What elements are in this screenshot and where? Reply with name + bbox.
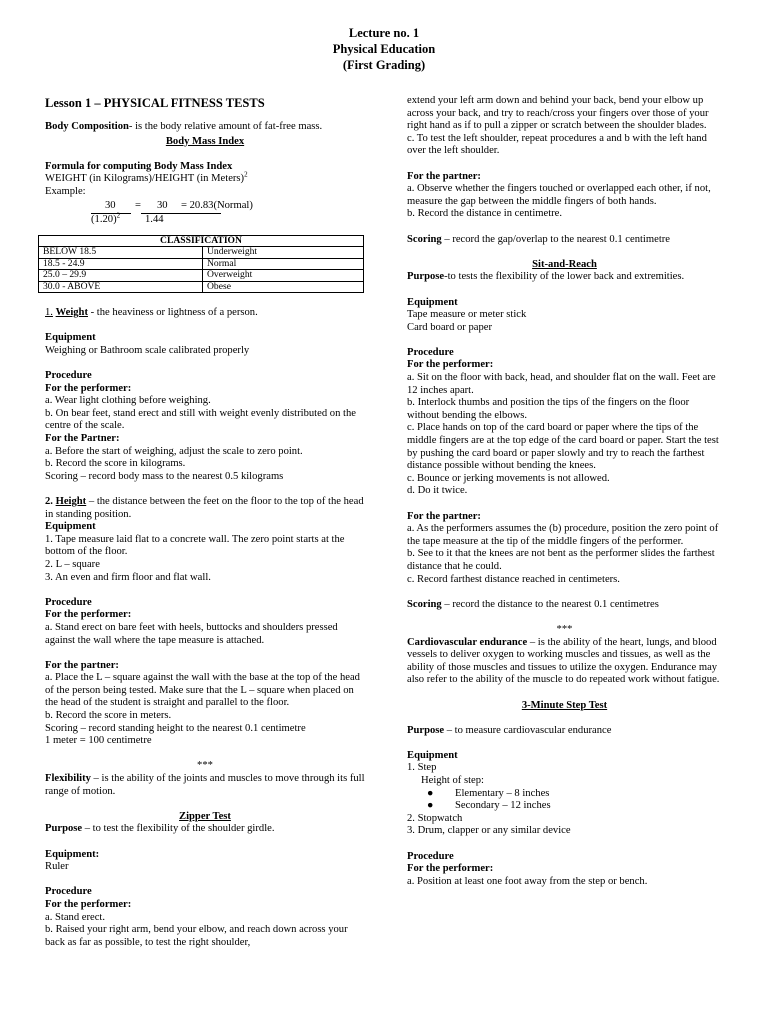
bmi-example bbox=[45, 199, 365, 225]
height-equip-3: 3. An even and firm floor and flat wall. bbox=[45, 571, 211, 583]
for-partner-label: For the partner: bbox=[407, 170, 481, 182]
for-performer-label: For the performer: bbox=[407, 863, 494, 875]
step-height-label: Height of step: bbox=[421, 775, 484, 787]
body-composition-term: Body Composition bbox=[45, 121, 129, 132]
list-item bbox=[407, 800, 722, 813]
scoring-label: Scoring bbox=[407, 598, 442, 610]
table-cell: Underweight bbox=[203, 247, 364, 259]
body-composition-para bbox=[45, 121, 365, 134]
step-purpose-text: – to measure cardiovascular endurance bbox=[444, 724, 612, 736]
step-equip-3: 3. Drum, clapper or any similar device bbox=[407, 825, 571, 837]
procedure-label: Procedure bbox=[407, 346, 454, 358]
zipper-scoring bbox=[407, 234, 722, 247]
table-cell: Obese bbox=[203, 281, 364, 293]
for-partner-label: For the partner: bbox=[45, 659, 119, 671]
sit-and-reach-heading: Sit-and-Reach bbox=[532, 258, 597, 270]
equipment-label: Equipment bbox=[407, 296, 458, 308]
sit-performer-d: c. Bounce or jerking movements is not allowed. bbox=[407, 472, 610, 484]
table-row bbox=[39, 270, 364, 282]
bmi-heading: Body Mass Index bbox=[165, 135, 245, 147]
weight-performer-b: b. On bear feet, stand erect and still with weight evenly distributed on the centre of the scale. bbox=[45, 407, 356, 432]
step-equip-2: 2. Stopwatch bbox=[407, 812, 463, 824]
height-equip-2: 2. L – square bbox=[45, 558, 100, 570]
example-label: Example: bbox=[45, 185, 86, 197]
weight-number: 1. bbox=[45, 307, 53, 319]
step-elementary: Elementary – 8 inches bbox=[455, 787, 550, 799]
sit-performer-b: b. Interlock thumbs and position the tips of the fingers on the floor without bending the elbows. bbox=[407, 397, 690, 421]
bmi-classification-table bbox=[38, 235, 364, 294]
zipper-partner-b: b. Record the distance in centimetre. bbox=[407, 208, 563, 220]
step-test-heading: 3-Minute Step Test bbox=[521, 699, 608, 711]
weight-def: - the heaviness or lightness of a person. bbox=[87, 307, 258, 319]
sit-performer-e: d. Do it twice. bbox=[407, 485, 468, 497]
scoring-label: Scoring bbox=[407, 233, 442, 245]
lecture-header bbox=[0, 25, 768, 73]
weight-equipment: Weighing or Bathroom scale calibrated properly bbox=[45, 344, 250, 356]
weight-term: Weight bbox=[55, 307, 88, 319]
sit-partner-b: b. See to it that the knees are not bent as the performer slides the farthest distance that he could. bbox=[407, 548, 715, 572]
bullet-icon: ● bbox=[427, 787, 434, 799]
height-meter-note: 1 meter = 100 centimetre bbox=[45, 735, 152, 747]
equipment-label: Equipment bbox=[45, 521, 96, 533]
zipper-equipment: Ruler bbox=[45, 861, 69, 873]
flexibility-term: Flexibility bbox=[45, 773, 91, 785]
table-cell: 18.5 - 24.9 bbox=[39, 258, 203, 270]
height-partner-a: a. Place the L – square against the wall with the base at the top of the head of the person being tested. Make sure that the L – square when placed on the head of the student is straight and parallel to the floor. bbox=[45, 672, 360, 709]
example-numerator-2: 30 bbox=[157, 199, 168, 211]
sit-performer-a: a. Sit on the floor with back, head, and shoulder flat on the wall. Feet are 12 inches apart. bbox=[407, 372, 716, 396]
cardio-def: – is the ability of the heart, lungs, and blood vessels to deliver oxygen to working muscles and tissues, as well as the ability of those muscles and tissues to utilize the oxygen. Endurance may also refer to the ability of the muscle to do repeated work without fatigue. bbox=[407, 636, 720, 686]
example-denominator-1 bbox=[91, 213, 131, 227]
sit-scoring bbox=[407, 599, 722, 612]
step-secondary: Secondary – 12 inches bbox=[455, 800, 551, 812]
zipper-scoring-text: – record the gap/overlap to the nearest 0.1 centimetre bbox=[441, 233, 670, 245]
zipper-test-heading: Zipper Test bbox=[179, 810, 231, 822]
example-denominator-1-text: (1.20) bbox=[91, 213, 117, 225]
purpose-label: Purpose bbox=[45, 823, 83, 835]
purpose-label: Purpose bbox=[407, 271, 445, 283]
weight-partner-b: b. Record the score in kilograms. bbox=[45, 458, 186, 470]
grading-period: (First Grading) bbox=[342, 58, 426, 72]
zipper-performer-a: a. Stand erect. bbox=[45, 911, 106, 923]
lecture-number: Lecture no. 1 bbox=[348, 26, 420, 40]
equipment-label: Equipment: bbox=[45, 848, 100, 860]
formula-heading: Formula for computing Body Mass Index bbox=[45, 160, 233, 172]
sit-purpose bbox=[407, 271, 722, 284]
procedure-label: Procedure bbox=[45, 886, 92, 898]
flexibility-para bbox=[45, 773, 365, 798]
sit-scoring-text: – record the distance to the nearest 0.1 centimetres bbox=[441, 598, 659, 610]
sit-equip-1: Tape measure or meter stick bbox=[407, 309, 527, 321]
table-cell: Normal bbox=[203, 258, 364, 270]
purpose-label: Purpose bbox=[407, 724, 445, 736]
example-denominator-exponent: 2 bbox=[116, 211, 121, 220]
for-performer-label: For the performer: bbox=[45, 609, 132, 621]
for-performer-label: For the performer: bbox=[45, 382, 132, 394]
flexibility-def: – is the ability of the joints and muscles to move through its full range of motion. bbox=[45, 773, 365, 797]
sit-equip-2: Card board or paper bbox=[407, 321, 493, 333]
zipper-purpose-text: – to test the flexibility of the shoulder girdle. bbox=[82, 823, 275, 835]
procedure-label: Procedure bbox=[45, 370, 92, 382]
right-column bbox=[407, 95, 722, 888]
example-denominator-2: 1.44 bbox=[141, 213, 221, 227]
example-result: = 20.83(Normal) bbox=[181, 199, 253, 211]
height-partner-b: b. Record the score in meters. bbox=[45, 710, 172, 722]
for-partner-label: For the Partner: bbox=[45, 433, 120, 444]
formula bbox=[45, 170, 365, 186]
height-performer-a: a. Stand erect on bare feet with heels, buttocks and shoulders pressed against the wall where the tape measure is attached. bbox=[45, 621, 338, 646]
height-para bbox=[45, 496, 365, 521]
procedure-label: Procedure bbox=[407, 850, 454, 862]
table-cell: Overweight bbox=[203, 270, 364, 282]
sit-partner-c: c. Record farthest distance reached in centimeters. bbox=[407, 573, 620, 585]
height-def: – the distance between the feet on the floor to the top of the head in standing position. bbox=[45, 495, 364, 520]
course-name: Physical Education bbox=[332, 42, 436, 56]
example-equals-1: = bbox=[135, 199, 141, 211]
procedure-label: Procedure bbox=[45, 596, 92, 608]
for-performer-label: For the performer: bbox=[45, 898, 132, 910]
table-row bbox=[39, 258, 364, 270]
equipment-label: Equipment bbox=[45, 332, 96, 344]
weight-scoring: Scoring – record body mass to the nearest 0.5 kilograms bbox=[45, 470, 284, 482]
height-term: Height bbox=[55, 495, 87, 507]
sit-purpose-text: -to tests the flexibility of the lower back and extremities. bbox=[444, 271, 685, 283]
table-header: CLASSIFICATION bbox=[39, 235, 364, 247]
step-performer-a: a. Position at least one foot away from the step or bench. bbox=[407, 875, 648, 887]
table-row bbox=[39, 247, 364, 259]
lesson-title: Lesson 1 – PHYSICAL FITNESS TESTS bbox=[45, 96, 265, 110]
for-partner-label: For the partner: bbox=[407, 510, 481, 522]
table-cell: BELOW 18.5 bbox=[39, 247, 203, 259]
weight-performer-a: a. Wear light clothing before weighing. bbox=[45, 395, 211, 407]
zipper-partner-a: a. Observe whether the fingers touched or overlapped each other, if not, measure the gap between the middle fingers of both hands. bbox=[407, 183, 711, 207]
sit-performer-c: c. Place hands on top of the card board or paper where the tips of the middle fingers are at the top edge of the card board or paper. Start the test by pushing the card board or paper slowly and try to reach the farthest distance possible without bending the knees. bbox=[407, 422, 719, 472]
table-cell: 25.0 – 29.9 bbox=[39, 270, 203, 282]
table-cell: 30.0 - ABOVE bbox=[39, 281, 203, 293]
sit-partner-a: a. As the performers assumes the (b) procedure, position the zero point of the tape measure at the tip of the middle fingers of the performer. bbox=[407, 523, 719, 547]
step-equip-1: 1. Step bbox=[407, 762, 437, 774]
bullet-icon: ● bbox=[427, 800, 434, 812]
step-purpose bbox=[407, 725, 722, 738]
equipment-label: Equipment bbox=[407, 749, 458, 761]
example-numerator-1: 30 bbox=[105, 199, 116, 211]
zipper-performer-b-cont: extend your left arm down and behind your back, bend your elbow up across your back, and try to reach/cross your fingers over those of your right hand as if to pull a zipper or scratch between the shoulder blades. bbox=[407, 95, 709, 132]
zipper-performer-b: b. Raised your right arm, bend your elbow, and reach down across your back as far as possible, to test the right shoulder, bbox=[45, 924, 348, 948]
left-column bbox=[45, 95, 365, 949]
table-row bbox=[39, 281, 364, 293]
cardio-para bbox=[407, 637, 722, 687]
height-number: 2. bbox=[45, 495, 53, 507]
zipper-purpose bbox=[45, 823, 365, 836]
zipper-performer-c: c. To test the left shoulder, repeat procedures a and b with the left hand over the left shoulder. bbox=[407, 132, 707, 157]
section-divider: *** bbox=[197, 760, 213, 772]
formula-text: WEIGHT (in Kilograms)/HEIGHT (in Meters) bbox=[45, 173, 245, 185]
height-equip-1: 1. Tape measure laid flat to a concrete wall. The zero point starts at the bottom of the floor. bbox=[45, 533, 345, 558]
section-divider: *** bbox=[556, 623, 573, 635]
body-composition-def: - is the body relative amount of fat-free mass. bbox=[128, 121, 323, 132]
cardio-term: Cardiovascular endurance bbox=[407, 636, 528, 648]
formula-exponent: 2 bbox=[244, 170, 248, 179]
list-item bbox=[407, 788, 722, 801]
weight-partner-a: a. Before the start of weighing, adjust the scale to zero point. bbox=[45, 445, 303, 457]
for-performer-label: For the performer: bbox=[407, 359, 494, 371]
height-scoring: Scoring – record standing height to the nearest 0.1 centimetre bbox=[45, 722, 306, 734]
weight-para bbox=[45, 307, 365, 320]
